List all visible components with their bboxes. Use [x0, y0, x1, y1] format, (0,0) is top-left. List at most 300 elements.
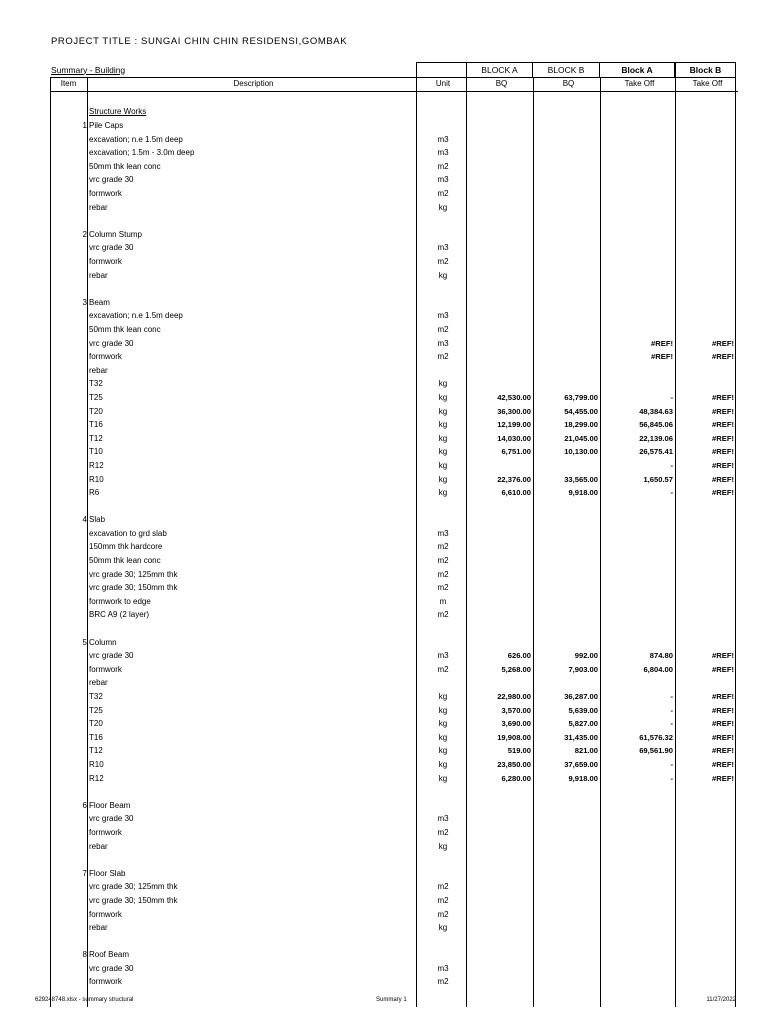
- item-number-cell: [50, 567, 88, 581]
- block-b-takeoff-cell: [677, 785, 738, 799]
- item-number-cell: [50, 975, 88, 989]
- block-b-bq-cell: [535, 540, 602, 554]
- unit-cell: kg: [438, 692, 448, 702]
- block-b-bq-cell: [535, 921, 602, 935]
- block-b-takeoff-cell: #REF!: [712, 406, 734, 416]
- description-cell: T20: [89, 719, 103, 729]
- block-a-takeoff-cell: -: [670, 392, 673, 402]
- table-row: [50, 635, 738, 649]
- block-a-takeoff-cell: [602, 228, 677, 242]
- table-row: [50, 690, 738, 704]
- description-cell: Floor Beam: [89, 800, 131, 810]
- table-row: [50, 187, 738, 201]
- block-a-bq-cell: [468, 826, 535, 840]
- block-b-bq-cell: [535, 608, 602, 622]
- description-cell: formwork: [89, 352, 122, 362]
- block-a-takeoff-cell: [602, 214, 677, 228]
- block-a-takeoff-cell: 874.80: [649, 651, 673, 661]
- block-a-takeoff-cell: [602, 146, 677, 160]
- unit-cell: kg: [438, 379, 448, 389]
- unit-cell: m3: [437, 134, 449, 144]
- block-header-row: [50, 62, 736, 77]
- block-a-takeoff-cell: [602, 187, 677, 201]
- block-b-bq-cell: [535, 595, 602, 609]
- block-b-takeoff-cell: [677, 377, 738, 391]
- table-row: [50, 214, 738, 228]
- description-cell: T12: [89, 746, 103, 756]
- block-b-takeoff-cell: #REF!: [712, 692, 734, 702]
- block-a-takeoff-cell: #REF!: [651, 338, 673, 348]
- item-number-cell: [50, 785, 88, 799]
- table-row: [50, 268, 738, 282]
- block-b-takeoff-cell: #REF!: [712, 759, 734, 769]
- description-cell: excavation; n.e 1.5m deep: [89, 134, 183, 144]
- block-a-bq-cell: 3,570.00: [501, 705, 531, 715]
- block-a-bq-cell: [468, 336, 535, 350]
- unit-cell: [418, 635, 468, 649]
- block-b-bq-cell: 33,565.00: [564, 474, 598, 484]
- description-cell: vrc grade 30; 150mm thk: [89, 583, 178, 593]
- unit-cell: kg: [438, 392, 448, 402]
- description-cell: 50mm thk lean conc: [89, 324, 161, 334]
- item-number-cell: [50, 445, 88, 459]
- table-row: [50, 146, 738, 160]
- block-b-takeoff-cell: #REF!: [712, 746, 734, 756]
- item-number-cell: [50, 404, 88, 418]
- item-number-cell: [50, 472, 88, 486]
- block-b-takeoff-cell: [677, 105, 738, 119]
- table-row: [50, 663, 738, 677]
- table-row: [50, 296, 738, 310]
- block-a-takeoff-cell: -: [670, 719, 673, 729]
- item-number-cell: [50, 962, 88, 976]
- block-b-bq-cell: 5,827.00: [568, 719, 598, 729]
- unit-cell: m2: [437, 556, 449, 566]
- block-a-bq-cell: 23,850.00: [497, 759, 531, 769]
- description-cell: formwork: [89, 827, 122, 837]
- block-a-takeoff-cell: [602, 826, 677, 840]
- block-a-takeoff-cell: [602, 907, 677, 921]
- block-a-bq-cell: 36,300.00: [497, 406, 531, 416]
- unit-cell: m2: [437, 583, 449, 593]
- block-a-takeoff-cell: [602, 608, 677, 622]
- block-b-bq-cell: [535, 785, 602, 799]
- col-header-unit: Unit: [418, 77, 468, 91]
- table-row: [50, 486, 738, 500]
- table-row: [50, 771, 738, 785]
- block-b-takeoff-cell: [677, 798, 738, 812]
- block-b-bq-cell: [535, 962, 602, 976]
- block-a-bq-cell: [468, 323, 535, 337]
- block-b-takeoff-cell: [677, 268, 738, 282]
- block-b-bq-cell: [535, 812, 602, 826]
- block-b-takeoff-cell: [677, 826, 738, 840]
- block-b-takeoff-cell: [677, 921, 738, 935]
- unit-cell: m3: [437, 243, 449, 253]
- block-b-takeoff-cell: [677, 499, 738, 513]
- item-number-cell: [50, 907, 88, 921]
- block-a-takeoff-cell: [602, 363, 677, 377]
- block-a-bq-cell: [468, 282, 535, 296]
- block-b-bq-cell: [535, 105, 602, 119]
- description-cell: T32: [89, 692, 103, 702]
- unit-cell: kg: [438, 433, 448, 443]
- col-header-takeoff-b: Take Off: [677, 77, 738, 91]
- block-a-bq-cell: 42,530.00: [497, 392, 531, 402]
- block-b-takeoff-cell: #REF!: [712, 352, 734, 362]
- block-a-bq-cell: [468, 962, 535, 976]
- description-cell: Roof Beam: [89, 950, 130, 960]
- table-row: [50, 676, 738, 690]
- footer-sheet-name: Summary 1: [376, 997, 407, 1003]
- block-b-bq-cell: [535, 459, 602, 473]
- item-number-cell: [50, 350, 88, 364]
- block-b-takeoff-cell: #REF!: [712, 338, 734, 348]
- block-b-takeoff-cell: [677, 296, 738, 310]
- block-b-bq-cell: [535, 268, 602, 282]
- block-a-bq-cell: 19,908.00: [497, 732, 531, 742]
- block-b-bq-cell: [535, 907, 602, 921]
- item-number-cell: [50, 663, 88, 677]
- block-a-takeoff-cell: [602, 866, 677, 880]
- block-b-takeoff-cell: #REF!: [712, 732, 734, 742]
- item-number-cell: [50, 934, 88, 948]
- block-a-bq-cell: [468, 921, 535, 935]
- block-a-takeoff-cell: [602, 173, 677, 187]
- table-row: [50, 731, 738, 745]
- block-b-bq-cell: 36,287.00: [564, 692, 598, 702]
- block-a-bq-cell: [468, 975, 535, 989]
- table-row: [50, 350, 738, 364]
- description-cell: Floor Slab: [89, 868, 126, 878]
- summary-label: Summary - Building: [51, 64, 126, 75]
- block-b-bq-cell: [535, 622, 602, 636]
- description-cell: T32: [89, 379, 103, 389]
- description-cell: Column Stump: [89, 229, 142, 239]
- unit-cell: [418, 119, 468, 133]
- description-cell: [88, 282, 418, 296]
- summary-table: [50, 77, 738, 989]
- block-a-bq-cell: 6,610.00: [501, 488, 531, 498]
- table-row: [50, 363, 738, 377]
- col-header-takeoff-a: Take Off: [602, 77, 677, 91]
- unit-cell: kg: [438, 705, 448, 715]
- block-b-bq-cell: 18,299.00: [564, 420, 598, 430]
- block-a-takeoff-cell: -: [670, 773, 673, 783]
- block-b-takeoff-cell: [677, 635, 738, 649]
- table-row: [50, 418, 738, 432]
- unit-cell: kg: [438, 202, 448, 212]
- block-a-bq-cell: [468, 866, 535, 880]
- item-number-cell: [50, 132, 88, 146]
- block-b-takeoff-cell: [677, 948, 738, 962]
- unit-cell: [418, 105, 468, 119]
- block-a-takeoff-cell: 56,845.06: [639, 420, 673, 430]
- block-b-bq-cell: [535, 187, 602, 201]
- block-header-takeoff-a: Block A: [600, 62, 675, 77]
- footer-filename: 629248748.xlsx - summary structural: [35, 997, 134, 1003]
- item-number-cell: [50, 540, 88, 554]
- unit-cell: [418, 214, 468, 228]
- description-cell: R12: [89, 460, 104, 470]
- block-b-takeoff-cell: [677, 146, 738, 160]
- block-b-bq-cell: 54,455.00: [564, 406, 598, 416]
- block-a-bq-cell: [468, 676, 535, 690]
- block-b-bq-cell: [535, 146, 602, 160]
- block-a-bq-cell: [468, 91, 535, 105]
- block-b-bq-cell: 9,918.00: [568, 773, 598, 783]
- table-row: [50, 173, 738, 187]
- table-row: [50, 228, 738, 242]
- block-a-bq-cell: [468, 146, 535, 160]
- block-a-takeoff-cell: [602, 894, 677, 908]
- item-number-cell: [50, 771, 88, 785]
- block-b-takeoff-cell: #REF!: [712, 433, 734, 443]
- table-row: [50, 798, 738, 812]
- unit-cell: kg: [438, 719, 448, 729]
- item-number-cell: [50, 282, 88, 296]
- block-b-takeoff-cell: [677, 200, 738, 214]
- block-b-takeoff-cell: [677, 282, 738, 296]
- block-a-bq-cell: [468, 377, 535, 391]
- block-b-bq-cell: [535, 934, 602, 948]
- item-number-cell: 7: [82, 868, 87, 878]
- block-a-takeoff-cell: -: [670, 705, 673, 715]
- block-b-bq-cell: 21,045.00: [564, 433, 598, 443]
- block-header-takeoff-b: Block B: [675, 62, 736, 77]
- unit-cell: m3: [437, 528, 449, 538]
- table-row: [50, 894, 738, 908]
- block-a-bq-cell: 12,199.00: [497, 420, 531, 430]
- block-a-takeoff-cell: 26,575.41: [639, 447, 673, 457]
- block-b-bq-cell: [535, 91, 602, 105]
- block-a-bq-cell: 3,690.00: [501, 719, 531, 729]
- block-b-bq-cell: [535, 119, 602, 133]
- description-cell: Structure Works: [89, 107, 147, 117]
- block-b-takeoff-cell: [677, 608, 738, 622]
- item-number-cell: [50, 595, 88, 609]
- description-cell: vrc grade 30: [89, 651, 134, 661]
- block-b-takeoff-cell: [677, 132, 738, 146]
- block-b-takeoff-cell: [677, 119, 738, 133]
- item-number-cell: [50, 459, 88, 473]
- block-b-takeoff-cell: #REF!: [712, 474, 734, 484]
- block-a-bq-cell: [468, 187, 535, 201]
- block-b-takeoff-cell: [677, 595, 738, 609]
- description-cell: [88, 853, 418, 867]
- block-a-bq-cell: [468, 513, 535, 527]
- block-a-bq-cell: [468, 200, 535, 214]
- block-a-bq-cell: [468, 499, 535, 513]
- table-row: [50, 567, 738, 581]
- block-a-bq-cell: [468, 839, 535, 853]
- block-b-takeoff-cell: #REF!: [712, 651, 734, 661]
- table-row: [50, 499, 738, 513]
- block-a-takeoff-cell: #REF!: [651, 352, 673, 362]
- item-number-cell: [50, 826, 88, 840]
- block-a-takeoff-cell: [602, 91, 677, 105]
- unit-cell: kg: [438, 420, 448, 430]
- block-a-takeoff-cell: [602, 595, 677, 609]
- block-a-bq-cell: [468, 350, 535, 364]
- block-a-bq-cell: [468, 268, 535, 282]
- description-cell: rebar: [89, 678, 108, 688]
- description-cell: R10: [89, 759, 104, 769]
- table-row: [50, 255, 738, 269]
- block-b-takeoff-cell: #REF!: [712, 705, 734, 715]
- block-a-bq-cell: [468, 119, 535, 133]
- block-b-takeoff-cell: #REF!: [712, 664, 734, 674]
- block-b-bq-cell: [535, 581, 602, 595]
- item-number-cell: [50, 173, 88, 187]
- table-row: [50, 309, 738, 323]
- unit-cell: [418, 676, 468, 690]
- item-number-cell: [50, 146, 88, 160]
- block-a-bq-cell: [468, 812, 535, 826]
- table-row: [50, 132, 738, 146]
- item-number-cell: [50, 241, 88, 255]
- item-number-cell: [50, 608, 88, 622]
- table-row: [50, 445, 738, 459]
- block-a-takeoff-cell: [602, 296, 677, 310]
- block-b-bq-cell: [535, 282, 602, 296]
- block-b-bq-cell: [535, 214, 602, 228]
- unit-cell: kg: [438, 746, 448, 756]
- unit-cell: m2: [437, 610, 449, 620]
- unit-cell: [418, 622, 468, 636]
- block-b-takeoff-cell: [677, 975, 738, 989]
- block-a-takeoff-cell: [602, 676, 677, 690]
- block-b-bq-cell: [535, 948, 602, 962]
- unit-cell: kg: [438, 460, 448, 470]
- block-b-takeoff-cell: #REF!: [712, 420, 734, 430]
- unit-cell: m: [439, 596, 447, 606]
- block-b-bq-cell: [535, 554, 602, 568]
- table-row: [50, 119, 738, 133]
- table-row: [50, 540, 738, 554]
- block-b-takeoff-cell: [677, 934, 738, 948]
- block-b-bq-cell: 63,799.00: [564, 392, 598, 402]
- table-row: [50, 404, 738, 418]
- item-number-cell: [50, 431, 88, 445]
- description-cell: vrc grade 30: [89, 814, 134, 824]
- block-b-bq-cell: 821.00: [574, 746, 598, 756]
- block-b-takeoff-cell: #REF!: [712, 488, 734, 498]
- unit-cell: m3: [437, 175, 449, 185]
- block-a-bq-cell: 22,980.00: [497, 692, 531, 702]
- description-cell: vrc grade 30: [89, 175, 134, 185]
- item-number-cell: [50, 649, 88, 663]
- description-cell: excavation; n.e 1.5m deep: [89, 311, 183, 321]
- description-cell: R10: [89, 474, 104, 484]
- block-b-bq-cell: 992.00: [574, 651, 598, 661]
- description-cell: 50mm thk lean conc: [89, 556, 161, 566]
- unit-cell: m2: [437, 542, 449, 552]
- block-a-takeoff-cell: [602, 948, 677, 962]
- table-row: [50, 527, 738, 541]
- block-b-takeoff-cell: [677, 581, 738, 595]
- block-b-takeoff-cell: [677, 228, 738, 242]
- block-b-takeoff-cell: [677, 513, 738, 527]
- block-a-takeoff-cell: [602, 200, 677, 214]
- item-number-cell: [50, 499, 88, 513]
- block-a-bq-cell: [468, 132, 535, 146]
- block-a-bq-cell: [468, 622, 535, 636]
- col-header-bq-a: BQ: [468, 77, 535, 91]
- unit-cell: [418, 866, 468, 880]
- block-a-takeoff-cell: [602, 554, 677, 568]
- block-b-takeoff-cell: #REF!: [712, 773, 734, 783]
- table-row: [50, 554, 738, 568]
- table-row: [50, 377, 738, 391]
- description-cell: formwork: [89, 664, 122, 674]
- block-b-takeoff-cell: [677, 540, 738, 554]
- item-number-cell: [50, 418, 88, 432]
- table-row: [50, 200, 738, 214]
- block-a-takeoff-cell: 1,650.57: [643, 474, 673, 484]
- description-cell: vrc grade 30; 125mm thk: [89, 882, 178, 892]
- column-header-row: [50, 77, 738, 91]
- block-b-bq-cell: [535, 241, 602, 255]
- unit-cell: m2: [437, 977, 449, 987]
- description-cell: formwork to edge: [89, 596, 151, 606]
- block-b-bq-cell: [535, 839, 602, 853]
- block-b-bq-cell: [535, 200, 602, 214]
- item-number-cell: [50, 336, 88, 350]
- block-b-bq-cell: [535, 350, 602, 364]
- table-row: [50, 105, 738, 119]
- item-number-cell: 6: [82, 800, 87, 810]
- block-header-bq-b: BLOCK B: [533, 62, 600, 77]
- description-cell: formwork: [89, 977, 122, 987]
- block-a-takeoff-cell: [602, 581, 677, 595]
- block-b-bq-cell: 7,903.00: [568, 664, 598, 674]
- item-number-cell: [50, 160, 88, 174]
- table-row: [50, 608, 738, 622]
- block-b-bq-cell: [535, 499, 602, 513]
- item-number-cell: [50, 486, 88, 500]
- block-a-bq-cell: [468, 228, 535, 242]
- block-a-bq-cell: [468, 635, 535, 649]
- table-row: [50, 336, 738, 350]
- table-row: [50, 703, 738, 717]
- description-cell: Beam: [89, 297, 110, 307]
- unit-cell: kg: [438, 270, 448, 280]
- block-a-bq-cell: 22,376.00: [497, 474, 531, 484]
- description-cell: [88, 934, 418, 948]
- item-number-cell: [50, 839, 88, 853]
- block-b-bq-cell: [535, 296, 602, 310]
- block-a-bq-cell: [468, 880, 535, 894]
- block-a-takeoff-cell: [602, 268, 677, 282]
- block-a-bq-cell: [468, 296, 535, 310]
- description-cell: R6: [89, 488, 100, 498]
- block-b-takeoff-cell: [677, 907, 738, 921]
- table-row: [50, 581, 738, 595]
- unit-cell: [418, 296, 468, 310]
- description-cell: T10: [89, 447, 103, 457]
- block-b-takeoff-cell: [677, 160, 738, 174]
- description-cell: formwork: [89, 257, 122, 267]
- item-number-cell: [50, 812, 88, 826]
- block-header-spacer: [416, 62, 466, 77]
- table-row: [50, 826, 738, 840]
- table-row: [50, 880, 738, 894]
- block-a-takeoff-cell: -: [670, 460, 673, 470]
- block-b-bq-cell: [535, 894, 602, 908]
- block-a-bq-cell: 6,280.00: [501, 773, 531, 783]
- unit-cell: m2: [437, 827, 449, 837]
